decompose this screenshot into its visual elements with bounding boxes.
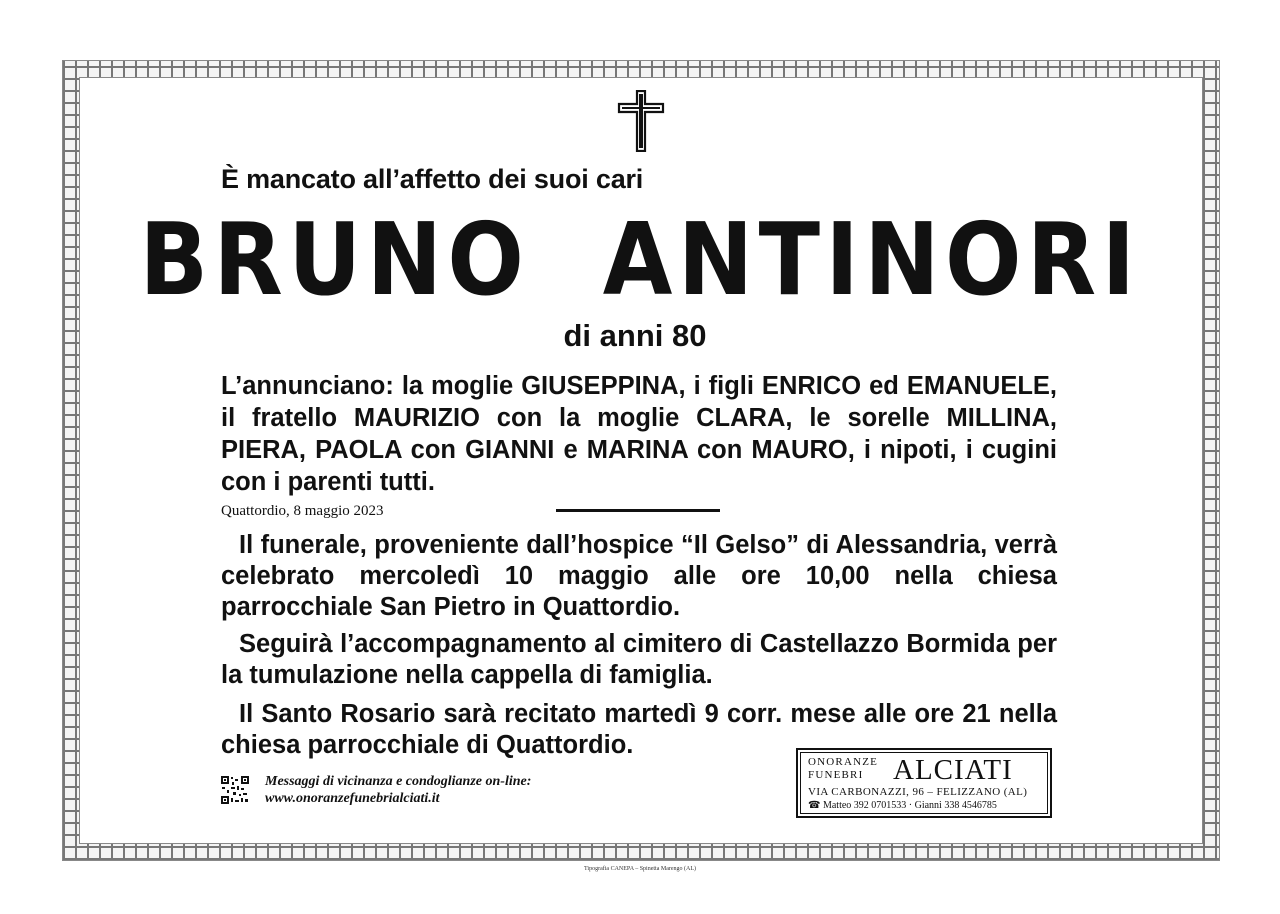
- funeral-paragraph: [221, 530, 1057, 623]
- rosary-text: Il Santo Rosario sarà recitato martedì 9 corr. mese alle ore 21 nella chiesa parrocchiale di Quattordio.: [221, 700, 1057, 759]
- advert-brand: ALCIATI: [893, 754, 1013, 786]
- intro-line: È mancato all’affetto dei suoi cari: [221, 164, 644, 194]
- online-condolences: [265, 773, 531, 807]
- age-line: di anni 80: [563, 318, 707, 353]
- funeral-text: Il funerale, proveniente dall’hospice “Il Gelso” di Alessandria, verrà celebrato mercoledì 10 maggio alle ore 10,00 nella chiesa parrocchiale San Pietro in Quattordio.: [221, 531, 1057, 621]
- printer-credit: Tipografia CANEPA – Spinetta Marengo (AL): [583, 866, 697, 872]
- deceased-name: BRUNO ANTINORI: [139, 201, 1141, 318]
- website-link[interactable]: www.onoranzefunebrialciati.it: [265, 791, 440, 806]
- burial-text: Seguirà l’accompagnamento al cimitero di Castellazzo Bormida per la tumulazione nella cappella di famiglia.: [221, 630, 1057, 689]
- separator-rule: [556, 509, 720, 512]
- online-caption: Messaggi di vicinanza e condoglianze on-line:: [265, 774, 532, 789]
- advert-phones: ☎ Matteo 392 0701533 · Gianni 338 4546785: [808, 800, 997, 811]
- qr-code-icon[interactable]: [221, 776, 249, 804]
- advert-label: [808, 756, 878, 782]
- advert-address: VIA CARBONAZZI, 96 – FELIZZANO (AL): [808, 786, 1028, 798]
- family-announcement: L’annunciano: la moglie GIUSEPPINA, i figli ENRICO ed EMANUELE, il fratello MAURIZIO con la moglie CLARA, le sorelle MILLINA, PIERA, PAOLA con GIANNI e MARINA con MAURO, i nipoti, i cugini con i parenti tutti.: [221, 372, 1057, 496]
- funeral-home-advert: [796, 748, 1052, 818]
- burial-paragraph: [221, 629, 1057, 691]
- cross-icon: [617, 90, 665, 152]
- advert-label-line2: FUNEBRI: [808, 769, 864, 781]
- advert-label-line1: ONORANZE: [808, 756, 879, 768]
- place-date: Quattordio, 8 maggio 2023: [221, 503, 384, 519]
